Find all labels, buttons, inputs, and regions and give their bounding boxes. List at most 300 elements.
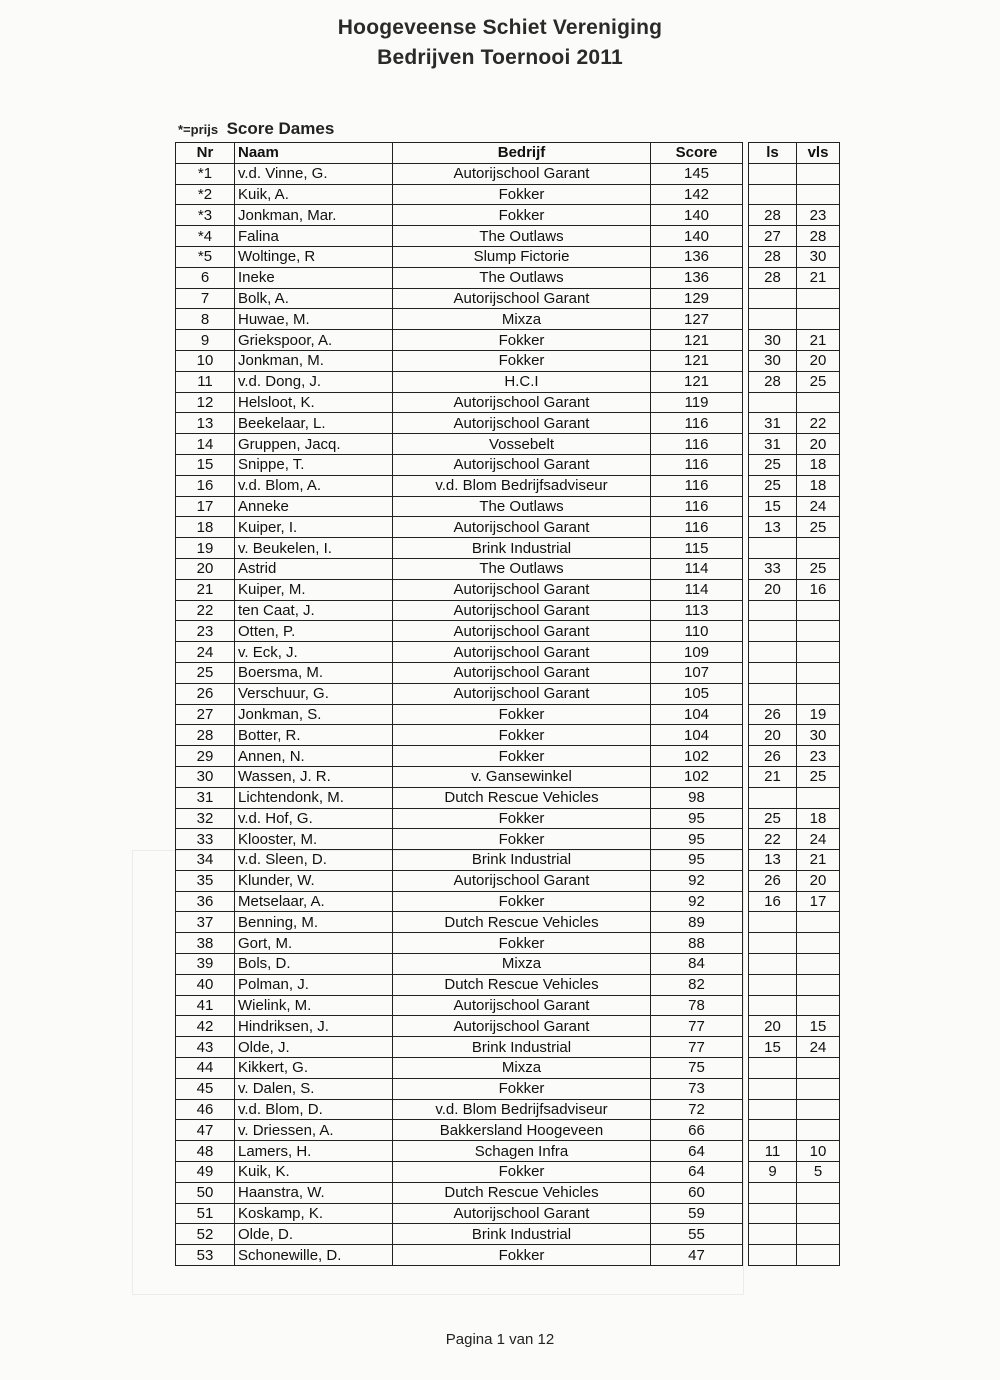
cell-bedrijf: Autorijschool Garant: [393, 642, 651, 663]
table-row: [176, 392, 840, 413]
cell-vls: [797, 912, 840, 933]
cell-score: 95: [651, 850, 743, 871]
cell-vls: [797, 1099, 840, 1120]
cell-vls: 24: [797, 829, 840, 850]
cell-vls: 20: [797, 870, 840, 891]
table-row: [176, 995, 840, 1016]
cell-naam: Boersma, M.: [235, 662, 393, 683]
cell-vls: 10: [797, 1141, 840, 1162]
cell-vls: 25: [797, 558, 840, 579]
cell-naam: Bols, D.: [235, 954, 393, 975]
cell-score: 75: [651, 1058, 743, 1079]
cell-naam: Lamers, H.: [235, 1141, 393, 1162]
table-row: [176, 704, 840, 725]
cell-naam: Verschuur, G.: [235, 683, 393, 704]
table-row: [176, 1099, 840, 1120]
cell-vls: 21: [797, 330, 840, 351]
cell-ls: 9: [749, 1162, 797, 1183]
cell-naam: Jonkman, Mar.: [235, 205, 393, 226]
cell-ls: [749, 995, 797, 1016]
cell-score: 102: [651, 766, 743, 787]
cell-ls: [749, 787, 797, 808]
cell-vls: 20: [797, 350, 840, 371]
cell-nr: 51: [176, 1203, 235, 1224]
cell-ls: [749, 163, 797, 184]
cell-nr: 41: [176, 995, 235, 1016]
cell-vls: [797, 683, 840, 704]
cell-score: 114: [651, 558, 743, 579]
cell-nr: 14: [176, 434, 235, 455]
cell-nr: 6: [176, 267, 235, 288]
table-row: [176, 1037, 840, 1058]
cell-score: 59: [651, 1203, 743, 1224]
table-row: [176, 808, 840, 829]
table-row: [176, 600, 840, 621]
cell-naam: v.d. Vinne, G.: [235, 163, 393, 184]
cell-naam: Botter, R.: [235, 725, 393, 746]
cell-vls: 21: [797, 850, 840, 871]
cell-score: 113: [651, 600, 743, 621]
cell-nr: 31: [176, 787, 235, 808]
cell-vls: [797, 600, 840, 621]
table-row: [176, 288, 840, 309]
cell-bedrijf: Dutch Rescue Vehicles: [393, 1182, 651, 1203]
table-row: [176, 163, 840, 184]
cell-nr: 10: [176, 350, 235, 371]
cell-bedrijf: Autorijschool Garant: [393, 163, 651, 184]
cell-bedrijf: Fokker: [393, 829, 651, 850]
cell-ls: [749, 662, 797, 683]
cell-nr: *5: [176, 246, 235, 267]
table-row: [176, 683, 840, 704]
score-table: [175, 142, 840, 1266]
cell-vls: [797, 1203, 840, 1224]
cell-vls: 17: [797, 891, 840, 912]
cell-ls: 20: [749, 725, 797, 746]
cell-naam: v.d. Blom, D.: [235, 1099, 393, 1120]
cell-score: 114: [651, 579, 743, 600]
cell-naam: Haanstra, W.: [235, 1182, 393, 1203]
cell-score: 140: [651, 205, 743, 226]
table-row: [176, 205, 840, 226]
prize-key: *=prijs: [178, 122, 219, 137]
cell-bedrijf: Fokker: [393, 184, 651, 205]
cell-bedrijf: v. Gansewinkel: [393, 766, 651, 787]
cell-bedrijf: The Outlaws: [393, 226, 651, 247]
cell-bedrijf: Schagen Infra: [393, 1141, 651, 1162]
cell-vls: [797, 974, 840, 995]
cell-nr: 15: [176, 454, 235, 475]
col-header-score: Score: [651, 143, 743, 164]
cell-ls: [749, 954, 797, 975]
cell-ls: 15: [749, 1037, 797, 1058]
table-header-row: [176, 143, 840, 164]
section-title: Score Dames: [226, 119, 335, 138]
cell-ls: [749, 1224, 797, 1245]
cell-score: 84: [651, 954, 743, 975]
cell-nr: 29: [176, 746, 235, 767]
cell-vls: [797, 1120, 840, 1141]
table-row: [176, 517, 840, 538]
cell-bedrijf: Autorijschool Garant: [393, 1203, 651, 1224]
cell-nr: 22: [176, 600, 235, 621]
cell-bedrijf: Brink Industrial: [393, 538, 651, 559]
cell-nr: 50: [176, 1182, 235, 1203]
cell-ls: [749, 912, 797, 933]
cell-bedrijf: Bakkersland Hoogeveen: [393, 1120, 651, 1141]
cell-nr: 38: [176, 933, 235, 954]
cell-bedrijf: Slump Fictorie: [393, 246, 651, 267]
cell-naam: Kikkert, G.: [235, 1058, 393, 1079]
cell-naam: Snippe, T.: [235, 454, 393, 475]
cell-nr: 53: [176, 1245, 235, 1266]
table-row: [176, 558, 840, 579]
cell-nr: 33: [176, 829, 235, 850]
table-row: [176, 787, 840, 808]
cell-nr: 23: [176, 621, 235, 642]
document-title: Hoogeveense Schiet Vereniging: [337, 16, 663, 39]
cell-vls: [797, 538, 840, 559]
cell-nr: 27: [176, 704, 235, 725]
cell-score: 121: [651, 371, 743, 392]
cell-naam: Schonewille, D.: [235, 1245, 393, 1266]
cell-score: 89: [651, 912, 743, 933]
cell-vls: [797, 309, 840, 330]
cell-naam: v. Driessen, A.: [235, 1120, 393, 1141]
cell-nr: 26: [176, 683, 235, 704]
cell-ls: [749, 392, 797, 413]
cell-bedrijf: Brink Industrial: [393, 1224, 651, 1245]
cell-ls: 26: [749, 870, 797, 891]
cell-ls: 25: [749, 808, 797, 829]
cell-score: 77: [651, 1016, 743, 1037]
cell-ls: 20: [749, 1016, 797, 1037]
cell-bedrijf: Autorijschool Garant: [393, 662, 651, 683]
cell-vls: [797, 1058, 840, 1079]
table-row: [176, 662, 840, 683]
table-row: [176, 954, 840, 975]
cell-naam: Kuiper, I.: [235, 517, 393, 538]
cell-score: 129: [651, 288, 743, 309]
cell-vls: 25: [797, 371, 840, 392]
cell-ls: [749, 600, 797, 621]
cell-ls: [749, 1120, 797, 1141]
cell-vls: 20: [797, 434, 840, 455]
cell-vls: 15: [797, 1016, 840, 1037]
cell-bedrijf: Fokker: [393, 704, 651, 725]
table-row: [176, 933, 840, 954]
col-header-bedrijf: Bedrijf: [393, 143, 651, 164]
cell-ls: 25: [749, 454, 797, 475]
cell-nr: 9: [176, 330, 235, 351]
cell-naam: Benning, M.: [235, 912, 393, 933]
cell-naam: v. Dalen, S.: [235, 1078, 393, 1099]
cell-bedrijf: The Outlaws: [393, 496, 651, 517]
cell-score: 121: [651, 330, 743, 351]
cell-bedrijf: Fokker: [393, 933, 651, 954]
table-row: [176, 475, 840, 496]
cell-naam: Astrid: [235, 558, 393, 579]
cell-vls: 19: [797, 704, 840, 725]
cell-nr: 18: [176, 517, 235, 538]
cell-nr: 45: [176, 1078, 235, 1099]
table-row: [176, 746, 840, 767]
cell-nr: 19: [176, 538, 235, 559]
cell-naam: Griekspoor, A.: [235, 330, 393, 351]
cell-naam: ten Caat, J.: [235, 600, 393, 621]
cell-bedrijf: Fokker: [393, 725, 651, 746]
cell-score: 127: [651, 309, 743, 330]
cell-score: 104: [651, 725, 743, 746]
cell-naam: Huwae, M.: [235, 309, 393, 330]
cell-ls: 33: [749, 558, 797, 579]
cell-bedrijf: Fokker: [393, 1245, 651, 1266]
cell-naam: Metselaar, A.: [235, 891, 393, 912]
table-row: [176, 184, 840, 205]
cell-bedrijf: Fokker: [393, 205, 651, 226]
cell-bedrijf: H.C.I: [393, 371, 651, 392]
cell-ls: 27: [749, 226, 797, 247]
cell-vls: 28: [797, 226, 840, 247]
cell-naam: v.d. Hof, G.: [235, 808, 393, 829]
cell-bedrijf: Autorijschool Garant: [393, 600, 651, 621]
cell-vls: 22: [797, 413, 840, 434]
cell-vls: [797, 954, 840, 975]
cell-score: 77: [651, 1037, 743, 1058]
cell-bedrijf: Mixza: [393, 1058, 651, 1079]
cell-vls: 5: [797, 1162, 840, 1183]
cell-ls: [749, 974, 797, 995]
cell-score: 66: [651, 1120, 743, 1141]
cell-score: 116: [651, 413, 743, 434]
cell-naam: Jonkman, M.: [235, 350, 393, 371]
cell-naam: Gort, M.: [235, 933, 393, 954]
cell-nr: 21: [176, 579, 235, 600]
cell-score: 140: [651, 226, 743, 247]
cell-bedrijf: Autorijschool Garant: [393, 454, 651, 475]
cell-bedrijf: Autorijschool Garant: [393, 621, 651, 642]
cell-score: 116: [651, 475, 743, 496]
cell-vls: [797, 288, 840, 309]
cell-nr: 16: [176, 475, 235, 496]
table-row: [176, 1078, 840, 1099]
cell-score: 110: [651, 621, 743, 642]
table-row: [176, 766, 840, 787]
cell-ls: [749, 1078, 797, 1099]
table-row: [176, 330, 840, 351]
cell-ls: [749, 538, 797, 559]
cell-score: 64: [651, 1162, 743, 1183]
cell-naam: Kuik, A.: [235, 184, 393, 205]
cell-nr: *1: [176, 163, 235, 184]
cell-nr: 36: [176, 891, 235, 912]
cell-ls: 26: [749, 704, 797, 725]
cell-naam: v. Eck, J.: [235, 642, 393, 663]
cell-score: 73: [651, 1078, 743, 1099]
table-row: [176, 642, 840, 663]
cell-bedrijf: Autorijschool Garant: [393, 579, 651, 600]
table-row: [176, 454, 840, 475]
cell-vls: 25: [797, 517, 840, 538]
table-row: [176, 1141, 840, 1162]
cell-nr: 40: [176, 974, 235, 995]
table-row: [176, 1058, 840, 1079]
cell-vls: 18: [797, 454, 840, 475]
cell-vls: [797, 933, 840, 954]
table-row: [176, 267, 840, 288]
cell-ls: [749, 933, 797, 954]
cell-ls: [749, 309, 797, 330]
cell-bedrijf: Dutch Rescue Vehicles: [393, 787, 651, 808]
cell-score: 60: [651, 1182, 743, 1203]
cell-naam: Gruppen, Jacq.: [235, 434, 393, 455]
cell-bedrijf: Mixza: [393, 954, 651, 975]
cell-naam: v. Beukelen, I.: [235, 538, 393, 559]
cell-naam: Annen, N.: [235, 746, 393, 767]
cell-ls: [749, 621, 797, 642]
cell-bedrijf: Brink Industrial: [393, 850, 651, 871]
cell-vls: 21: [797, 267, 840, 288]
table-row: [176, 1120, 840, 1141]
cell-score: 116: [651, 496, 743, 517]
cell-vls: [797, 787, 840, 808]
cell-nr: 37: [176, 912, 235, 933]
cell-bedrijf: The Outlaws: [393, 558, 651, 579]
cell-ls: 21: [749, 766, 797, 787]
cell-naam: Klooster, M.: [235, 829, 393, 850]
cell-nr: 42: [176, 1016, 235, 1037]
cell-vls: [797, 1182, 840, 1203]
cell-bedrijf: Dutch Rescue Vehicles: [393, 912, 651, 933]
cell-ls: 28: [749, 205, 797, 226]
cell-naam: Hindriksen, J.: [235, 1016, 393, 1037]
cell-score: 136: [651, 246, 743, 267]
cell-ls: [749, 642, 797, 663]
cell-ls: 31: [749, 434, 797, 455]
cell-bedrijf: Autorijschool Garant: [393, 995, 651, 1016]
cell-vls: [797, 163, 840, 184]
cell-vls: [797, 1224, 840, 1245]
table-row: [176, 413, 840, 434]
cell-naam: Olde, J.: [235, 1037, 393, 1058]
cell-naam: Klunder, W.: [235, 870, 393, 891]
cell-score: 136: [651, 267, 743, 288]
cell-score: 107: [651, 662, 743, 683]
cell-nr: 30: [176, 766, 235, 787]
cell-ls: 28: [749, 371, 797, 392]
cell-ls: [749, 288, 797, 309]
cell-ls: [749, 683, 797, 704]
col-header-nr: Nr: [176, 143, 235, 164]
cell-ls: 13: [749, 850, 797, 871]
cell-nr: 17: [176, 496, 235, 517]
cell-naam: Jonkman, S.: [235, 704, 393, 725]
cell-nr: 52: [176, 1224, 235, 1245]
cell-ls: [749, 1099, 797, 1120]
cell-vls: [797, 995, 840, 1016]
cell-nr: 12: [176, 392, 235, 413]
cell-nr: 49: [176, 1162, 235, 1183]
cell-ls: 13: [749, 517, 797, 538]
cell-naam: Ineke: [235, 267, 393, 288]
cell-score: 55: [651, 1224, 743, 1245]
cell-bedrijf: Autorijschool Garant: [393, 288, 651, 309]
cell-bedrijf: Autorijschool Garant: [393, 392, 651, 413]
cell-naam: v.d. Blom, A.: [235, 475, 393, 496]
cell-vls: 18: [797, 475, 840, 496]
cell-naam: Polman, J.: [235, 974, 393, 995]
cell-naam: Kuik, K.: [235, 1162, 393, 1183]
cell-ls: [749, 1203, 797, 1224]
table-row: [176, 350, 840, 371]
cell-vls: 30: [797, 725, 840, 746]
cell-score: 98: [651, 787, 743, 808]
cell-bedrijf: Fokker: [393, 808, 651, 829]
cell-bedrijf: v.d. Blom Bedrijfsadviseur: [393, 475, 651, 496]
table-row: [176, 829, 840, 850]
col-header-vls: vls: [797, 143, 840, 164]
cell-nr: 7: [176, 288, 235, 309]
cell-ls: [749, 1245, 797, 1266]
table-row: [176, 850, 840, 871]
cell-nr: 13: [176, 413, 235, 434]
cell-naam: Falina: [235, 226, 393, 247]
cell-naam: Koskamp, K.: [235, 1203, 393, 1224]
cell-ls: [749, 184, 797, 205]
cell-vls: 16: [797, 579, 840, 600]
cell-nr: 32: [176, 808, 235, 829]
cell-score: 145: [651, 163, 743, 184]
table-row: [176, 496, 840, 517]
cell-bedrijf: Fokker: [393, 1078, 651, 1099]
cell-bedrijf: Fokker: [393, 1162, 651, 1183]
table-row: [176, 1203, 840, 1224]
cell-vls: [797, 642, 840, 663]
cell-ls: 31: [749, 413, 797, 434]
cell-bedrijf: Fokker: [393, 891, 651, 912]
cell-vls: [797, 1245, 840, 1266]
cell-score: 102: [651, 746, 743, 767]
cell-vls: 24: [797, 496, 840, 517]
cell-score: 115: [651, 538, 743, 559]
cell-bedrijf: Vossebelt: [393, 434, 651, 455]
cell-bedrijf: Fokker: [393, 350, 651, 371]
cell-score: 104: [651, 704, 743, 725]
cell-ls: 16: [749, 891, 797, 912]
table-row: [176, 1224, 840, 1245]
cell-score: 64: [651, 1141, 743, 1162]
cell-bedrijf: Autorijschool Garant: [393, 413, 651, 434]
cell-ls: 15: [749, 496, 797, 517]
cell-nr: 48: [176, 1141, 235, 1162]
cell-ls: 26: [749, 746, 797, 767]
cell-vls: 23: [797, 746, 840, 767]
cell-bedrijf: Autorijschool Garant: [393, 1016, 651, 1037]
table-row: [176, 1016, 840, 1037]
cell-score: 121: [651, 350, 743, 371]
cell-naam: v.d. Sleen, D.: [235, 850, 393, 871]
table-row: [176, 371, 840, 392]
cell-ls: 22: [749, 829, 797, 850]
table-row: [176, 226, 840, 247]
cell-bedrijf: Autorijschool Garant: [393, 870, 651, 891]
cell-nr: 24: [176, 642, 235, 663]
cell-score: 95: [651, 829, 743, 850]
cell-score: 78: [651, 995, 743, 1016]
cell-ls: [749, 1058, 797, 1079]
cell-ls: 30: [749, 350, 797, 371]
table-row: [176, 725, 840, 746]
